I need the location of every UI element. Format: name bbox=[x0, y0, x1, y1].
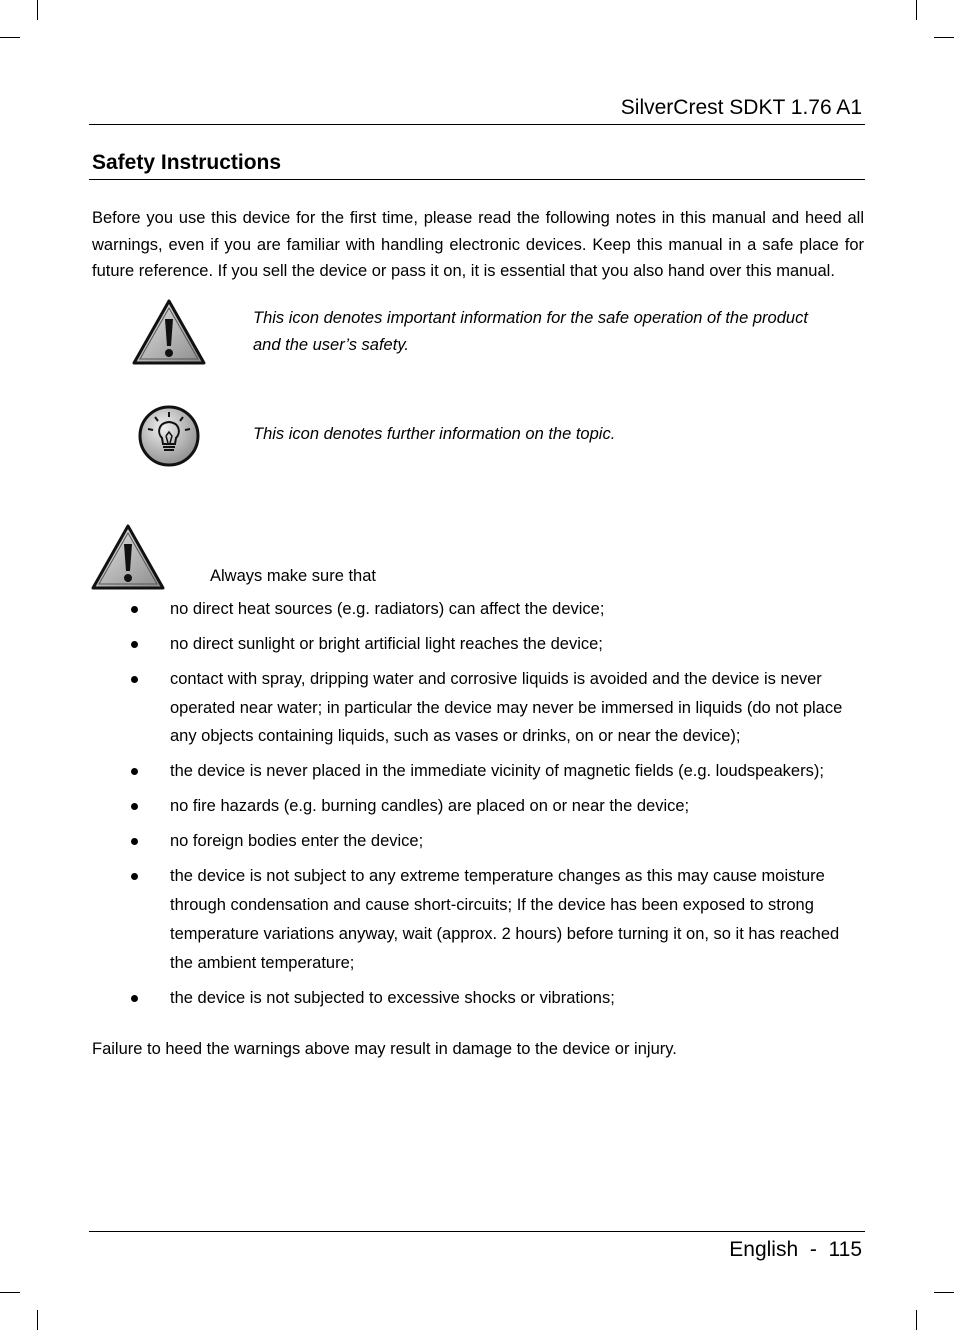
bullet-icon bbox=[131, 803, 138, 810]
list-item: the device is not subject to any extreme temperature changes as this may cause moisture through condensation and cause short-circuits; If the device has been exposed to strong temperature variations anyway, wait (approx. 2 hours) before turning it on, so it has reached the ambient temperature; bbox=[92, 862, 864, 977]
bullet-icon bbox=[131, 995, 138, 1002]
page-number: 115 bbox=[828, 1238, 862, 1261]
footer-separator: - bbox=[809, 1238, 817, 1261]
lightbulb-info-icon bbox=[137, 404, 201, 468]
bullet-icon bbox=[131, 606, 138, 613]
warning-triangle-icon bbox=[132, 298, 206, 366]
list-item: the device is never placed in the immediate vicinity of magnetic fields (e.g. loudspeakers); bbox=[92, 757, 864, 786]
safety-checklist bbox=[92, 595, 864, 1019]
closing-paragraph: Failure to heed the warnings above may result in damage to the device or injury. bbox=[92, 1040, 677, 1058]
crop-mark bbox=[37, 0, 38, 20]
document-header-title: SilverCrest SDKT 1.76 A1 bbox=[620, 96, 862, 119]
list-item: the device is not subjected to excessive shocks or vibrations; bbox=[92, 984, 864, 1013]
crop-mark bbox=[37, 1310, 38, 1330]
crop-mark bbox=[0, 1292, 20, 1293]
header-rule bbox=[89, 124, 865, 125]
crop-mark bbox=[934, 1292, 954, 1293]
intro-paragraph: Before you use this device for the first time, please read the following notes in this manual and heed all warnings, even if you are familiar with handling electronic devices. Keep this manual in a safe place for future reference. If you sell the device or pass it on, it is essential that you also hand over this manual. bbox=[92, 209, 864, 280]
list-item: no direct heat sources (e.g. radiators) can affect the device; bbox=[92, 595, 864, 624]
list-item: no direct sunlight or bright artificial light reaches the device; bbox=[92, 630, 864, 659]
checklist-lead: Always make sure that bbox=[210, 567, 376, 585]
crop-mark bbox=[916, 1310, 917, 1330]
bullet-icon bbox=[131, 873, 138, 880]
warning-triangle-icon bbox=[91, 523, 165, 591]
info-note: This icon denotes further information on the topic. bbox=[253, 425, 616, 443]
footer-language: English bbox=[729, 1238, 799, 1261]
crop-mark bbox=[934, 37, 954, 38]
crop-mark bbox=[916, 0, 917, 20]
footer-rule bbox=[89, 1231, 865, 1232]
list-item: contact with spray, dripping water and corrosive liquids is avoided and the device is never operated near water; in particular the device may never be immersed in liquids (do not place any objects containing liquids, such as vases or drinks, on or near the device); bbox=[92, 665, 864, 751]
section-rule bbox=[89, 179, 865, 180]
list-item: no fire hazards (e.g. burning candles) are placed on or near the device; bbox=[92, 792, 864, 821]
bullet-icon bbox=[131, 676, 138, 683]
crop-mark bbox=[0, 37, 20, 38]
section-title: Safety Instructions bbox=[92, 151, 282, 174]
page-footer bbox=[729, 1236, 862, 1264]
bullet-icon bbox=[131, 768, 138, 775]
bullet-icon bbox=[131, 838, 138, 845]
bullet-icon bbox=[131, 641, 138, 648]
list-item: no foreign bodies enter the device; bbox=[92, 827, 864, 856]
warning-note: This icon denotes important information for the safe operation of the product and the user’s safety. bbox=[253, 309, 808, 354]
